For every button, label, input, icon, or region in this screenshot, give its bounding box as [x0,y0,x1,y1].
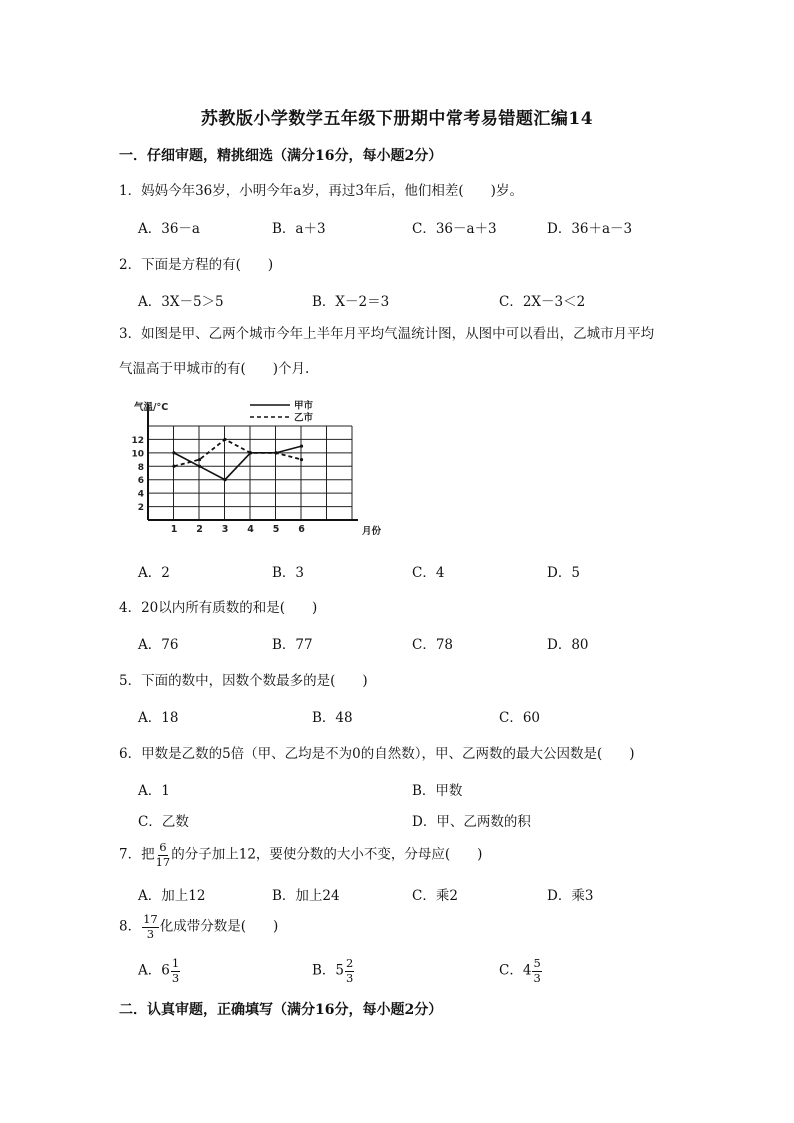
section-heading-2: 二．认真审题，正确填写（满分16分，每小题2分） [119,1002,443,1018]
chart-data-point [198,458,201,461]
chart-x-tick-label: 5 [272,524,280,535]
q8-option-b-numerator: 2 [346,956,354,970]
q7-suffix: 的分子加上12，要使分数的大小不变，分母应( ) [171,846,483,863]
chart-x-tick-label: 6 [298,524,305,535]
q6-option-b: B．甲数 [412,783,463,799]
q7-fraction-numerator: 6 [159,840,167,854]
chart-x-tick-label: 4 [247,524,254,535]
q7-option-c: C．乘2 [412,888,458,904]
chart-data-point [172,465,175,468]
chart-y-tick-label: 8 [137,462,144,473]
q5-option-c: C．60 [499,710,541,726]
q2-option-a: A．3X－5＞5 [138,294,224,310]
q3-option-c: C．4 [412,565,445,581]
chart-y-tick-label: 12 [131,435,144,446]
q1-option-c: C．36－a＋3 [412,221,497,237]
q7-option-d: D．乘3 [547,888,594,904]
q2-option-c: C．2X－3＜2 [499,294,586,310]
q8-option-a-fraction [171,958,180,984]
q7-option-b: B．加上24 [272,888,340,904]
q6-option-d: D．甲、乙两数的积 [412,814,531,830]
chart-legend-label: 甲市 [294,400,314,412]
chart-data-point [274,451,277,454]
question-6: 6．甲数是乙数的5倍（甲、乙均是不为0的自然数），甲、乙两数的最大公因数是( ) [119,746,635,762]
q8-option-c-denominator: 3 [533,970,541,985]
chart-y-tick-label: 2 [137,503,144,514]
chart-x-tick-label: 3 [221,524,229,535]
q5-option-a: A．18 [138,710,179,726]
q8-option-c-whole: 4 [522,962,532,979]
q3-option-a: A．2 [138,565,170,581]
question-5: 5．下面的数中，因数个数最多的是( ) [119,673,368,689]
question-7 [119,842,482,868]
q8-option-c-fraction [532,958,541,984]
q4-option-a: A．76 [138,637,179,653]
page-title: 苏教版小学数学五年级下册期中常考易错题汇编14 [200,109,594,129]
chart-data-point [249,451,252,454]
q8-fraction-denominator: 3 [146,926,155,941]
q1-option-a: A．36－a [138,221,200,237]
chart-x-tick-label: 2 [196,524,203,535]
q7-option-a: A．加上12 [138,888,206,904]
q8-option-b [312,958,355,984]
chart-data-point [172,451,175,454]
chart-data-point [223,438,226,441]
question-2: 2．下面是方程的有( ) [119,257,274,273]
q8-option-b-fraction [345,958,354,984]
chart-data-point [198,465,201,468]
q3-option-d: D．5 [547,565,580,581]
chart-y-axis-label: 气温/°C [134,402,169,413]
chart-data-point [300,458,303,461]
q8-option-a-label: A． [138,962,162,979]
question-3-line-1: 3．如图是甲、乙两个城市今年上半年月平均气温统计图，从图中可以看出，乙城市月平均 [119,326,655,342]
q5-option-b: B．48 [312,710,353,726]
q7-fraction [156,842,171,868]
q8-option-c-label: C． [499,962,523,979]
question-8 [119,914,278,940]
question-4: 4．20以内所有质数的和是( ) [119,600,318,616]
q8-option-b-denominator: 3 [346,970,354,985]
q8-prefix: 8． [119,918,142,935]
question-3-line-2: 气温高于甲城市的有( )个月. [119,361,310,377]
question-1: 1．妈妈今年36岁，小明今年a岁，再过3年后，他们相差( )岁。 [119,183,523,199]
q4-option-d: D．80 [547,637,589,653]
q8-option-a-whole: 6 [161,962,170,979]
chart-y-tick-label: 6 [137,476,144,487]
chart-y-tick-label: 10 [131,449,144,460]
q8-option-b-label: B． [312,962,336,979]
q7-fraction-denominator: 17 [155,854,171,869]
q1-option-d: D．36＋a－3 [547,221,633,237]
q8-fraction-numerator: 17 [143,912,158,926]
q4-option-c: C．78 [412,637,454,653]
q4-option-b: B．77 [272,637,313,653]
chart-series-line [174,446,302,480]
q8-suffix: 化成带分数是( ) [159,918,279,935]
q6-option-c: C．乙数 [138,814,189,830]
q8-option-c-numerator: 5 [533,956,541,970]
q8-fraction [142,914,159,940]
chart-x-tick-label: 1 [170,524,178,535]
q2-option-b: B．X－2＝3 [312,294,390,310]
q6-option-a: A．1 [138,783,170,799]
chart-legend-label: 乙市 [294,412,314,424]
q1-option-b: B．a＋3 [272,221,326,237]
chart-y-tick-label: 4 [137,489,144,500]
chart-data-point [223,478,226,481]
q7-prefix: 7．把 [119,846,155,863]
q8-option-a [138,958,181,984]
section-heading-1: 一．仔细审题，精挑细选（满分16分，每小题2分） [119,148,443,164]
q8-option-c [499,958,543,984]
temperature-line-chart [130,398,390,543]
q8-option-a-numerator: 1 [171,956,180,970]
q8-option-b-whole: 5 [335,962,345,979]
q8-option-a-denominator: 3 [171,970,180,985]
chart-data-point [300,445,303,448]
chart-x-axis-label: 月份 [362,526,382,537]
q3-option-b: B．3 [272,565,305,581]
